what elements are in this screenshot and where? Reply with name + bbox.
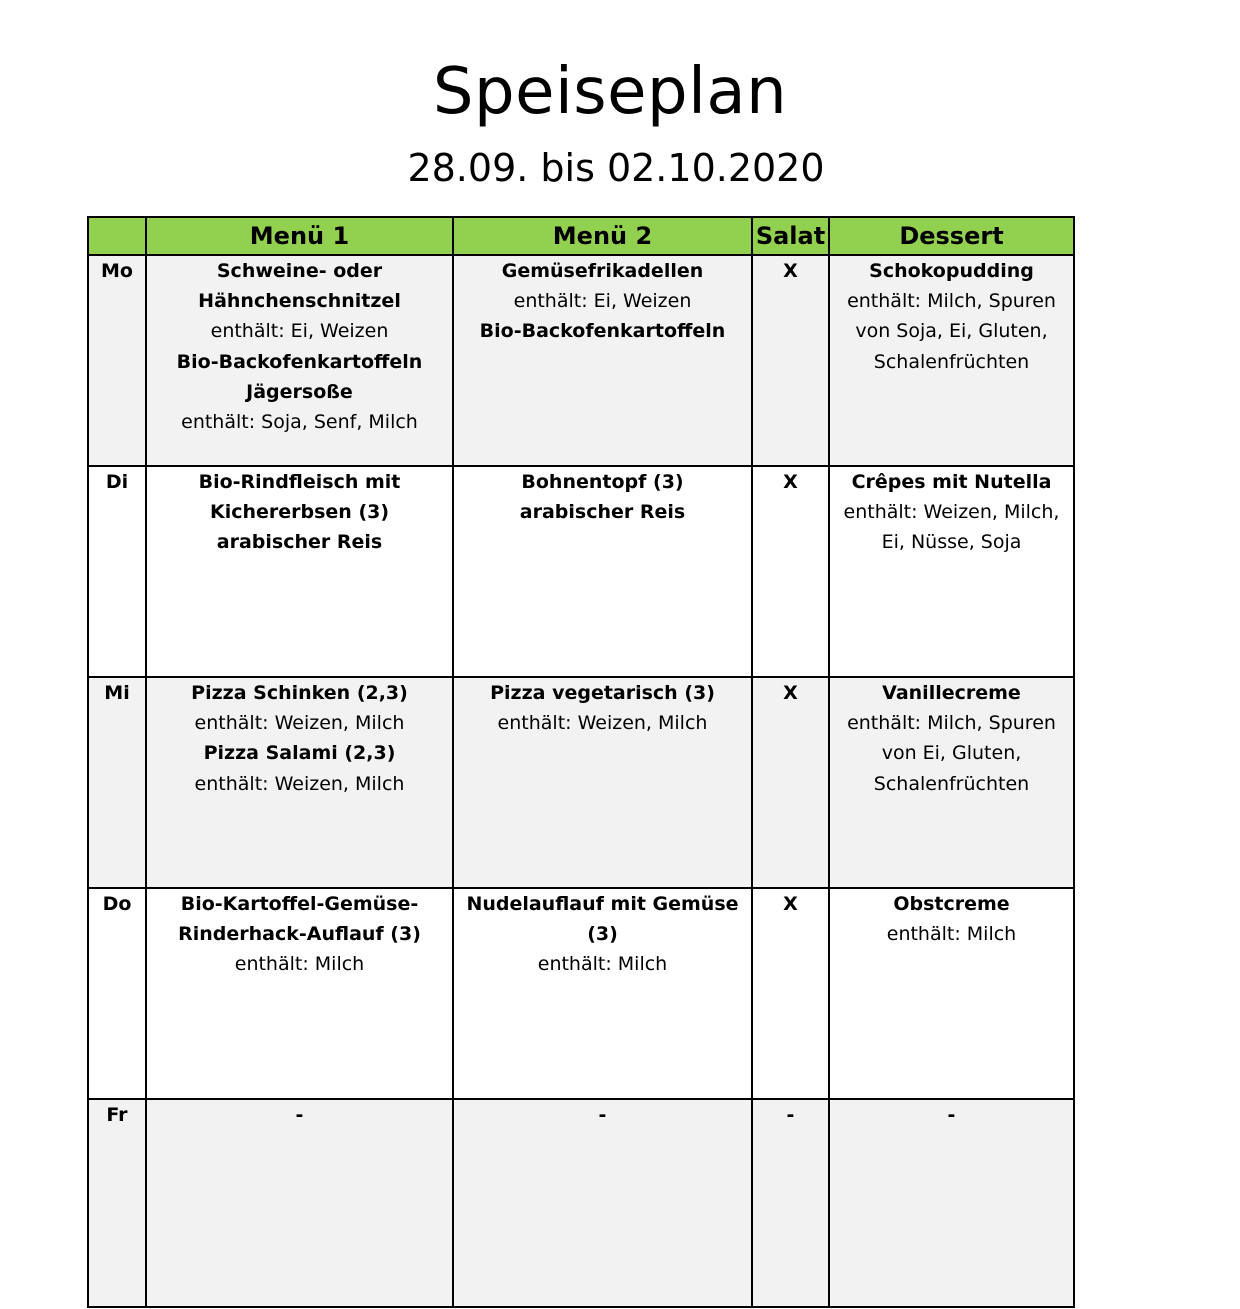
- dessert-cell: [829, 677, 1074, 888]
- dish-name: arabischer Reis: [519, 501, 686, 524]
- salat-mark: X: [783, 893, 798, 915]
- menu2-cell: [453, 466, 752, 677]
- dish-name: Bio-Rindfleisch mit: [198, 471, 401, 493]
- dish-name: Pizza Salami (2,3): [203, 742, 396, 765]
- dessert-cell: [829, 888, 1074, 1099]
- dish-name: Bio-Kartoffel-Gemüse-: [180, 893, 419, 915]
- dish-name: Hähnchenschnitzel: [198, 290, 401, 313]
- salat-cell: [752, 1099, 829, 1307]
- dish-name: Schokopudding: [869, 260, 1034, 282]
- dish-name: Schweine- oder: [216, 260, 383, 282]
- salat-cell: [752, 466, 829, 677]
- allergen-info: enthält: Ei, Weizen: [513, 290, 692, 313]
- dish-name: Rinderhack-Auflauf (3): [178, 923, 421, 946]
- salat-cell: [752, 677, 829, 888]
- date-range: 28.09. bis 02.10.2020: [407, 146, 825, 190]
- allergen-info: enthält: Milch: [886, 923, 1017, 946]
- menu1-cell: [146, 466, 453, 677]
- allergen-info: von Soja, Ei, Gluten,: [855, 320, 1048, 343]
- menu2-cell: [453, 1099, 752, 1307]
- menu1-cell: [146, 888, 453, 1099]
- dish-name: -: [947, 1104, 956, 1126]
- allergen-info: Schalenfrüchten: [873, 350, 1030, 373]
- allergen-info: enthält: Weizen, Milch: [497, 712, 708, 735]
- table-row: [88, 1099, 1074, 1307]
- dish-name: Kichererbsen (3): [209, 501, 390, 524]
- dish-name: Pizza vegetarisch (3): [490, 682, 715, 704]
- table-row: [88, 255, 1074, 466]
- allergen-info: enthält: Weizen, Milch: [194, 712, 405, 735]
- day-label: Mi: [88, 677, 146, 888]
- day-label: Mo: [88, 255, 146, 466]
- dish-name: Vanillecreme: [882, 682, 1021, 704]
- page-title: Speiseplan: [432, 55, 788, 129]
- allergen-info: enthält: Milch, Spuren: [847, 290, 1056, 313]
- table-row: [88, 888, 1074, 1099]
- dessert-cell: [829, 255, 1074, 466]
- dessert-cell: [829, 466, 1074, 677]
- day-label: Di: [88, 466, 146, 677]
- salat-mark: X: [783, 260, 798, 282]
- menu1-cell: [146, 677, 453, 888]
- header-salat: Salat: [752, 217, 829, 255]
- dish-name: Crêpes mit Nutella: [851, 471, 1052, 493]
- menu2-cell: [453, 888, 752, 1099]
- salat-cell: [752, 888, 829, 1099]
- salat-cell: [752, 255, 829, 466]
- dish-name: Jägersoße: [246, 380, 353, 403]
- dish-name: Obstcreme: [893, 893, 1010, 915]
- allergen-info: enthält: Milch, Spuren: [847, 712, 1056, 735]
- dish-name: Bohnentopf (3): [521, 471, 684, 493]
- header-menu2: Menü 2: [453, 217, 752, 255]
- menu1-cell: [146, 255, 453, 466]
- allergen-info: enthält: Weizen, Milch: [194, 772, 405, 795]
- salat-mark: X: [783, 471, 798, 493]
- table-body: [88, 255, 1074, 1307]
- dish-name: Gemüsefrikadellen: [501, 260, 704, 282]
- menu-table: [87, 216, 1075, 1308]
- table-header-row: [88, 217, 1074, 255]
- menu2-cell: [453, 255, 752, 466]
- dish-name: Pizza Schinken (2,3): [191, 682, 408, 704]
- allergen-info: Ei, Nüsse, Soja: [881, 531, 1022, 554]
- dish-name: Bio-Backofenkartoffeln: [176, 350, 423, 373]
- day-label: Do: [88, 888, 146, 1099]
- allergen-info: Schalenfrüchten: [873, 772, 1030, 795]
- header-menu1: Menü 1: [146, 217, 453, 255]
- salat-mark: X: [783, 682, 798, 704]
- dessert-cell: [829, 1099, 1074, 1307]
- menu1-cell: [146, 1099, 453, 1307]
- table-row: [88, 677, 1074, 888]
- header-dessert: Dessert: [829, 217, 1074, 255]
- allergen-info: enthält: Soja, Senf, Milch: [181, 411, 418, 434]
- header-day: [88, 217, 146, 255]
- allergen-info: enthält: Milch: [234, 953, 365, 976]
- dish-name: Nudelauflauf mit Gemüse (3): [466, 893, 739, 946]
- day-label: Fr: [88, 1099, 146, 1307]
- allergen-info: enthält: Ei, Weizen: [210, 320, 389, 343]
- allergen-info: von Ei, Gluten,: [881, 742, 1022, 765]
- dish-name: -: [295, 1104, 304, 1126]
- allergen-info: enthält: Weizen, Milch,: [843, 501, 1060, 524]
- dish-name: arabischer Reis: [216, 531, 383, 554]
- dish-name: Bio-Backofenkartoffeln: [479, 320, 726, 343]
- table-row: [88, 466, 1074, 677]
- allergen-info: enthält: Milch: [537, 953, 668, 976]
- salat-mark: -: [786, 1104, 795, 1126]
- dish-name: -: [598, 1104, 607, 1126]
- menu2-cell: [453, 677, 752, 888]
